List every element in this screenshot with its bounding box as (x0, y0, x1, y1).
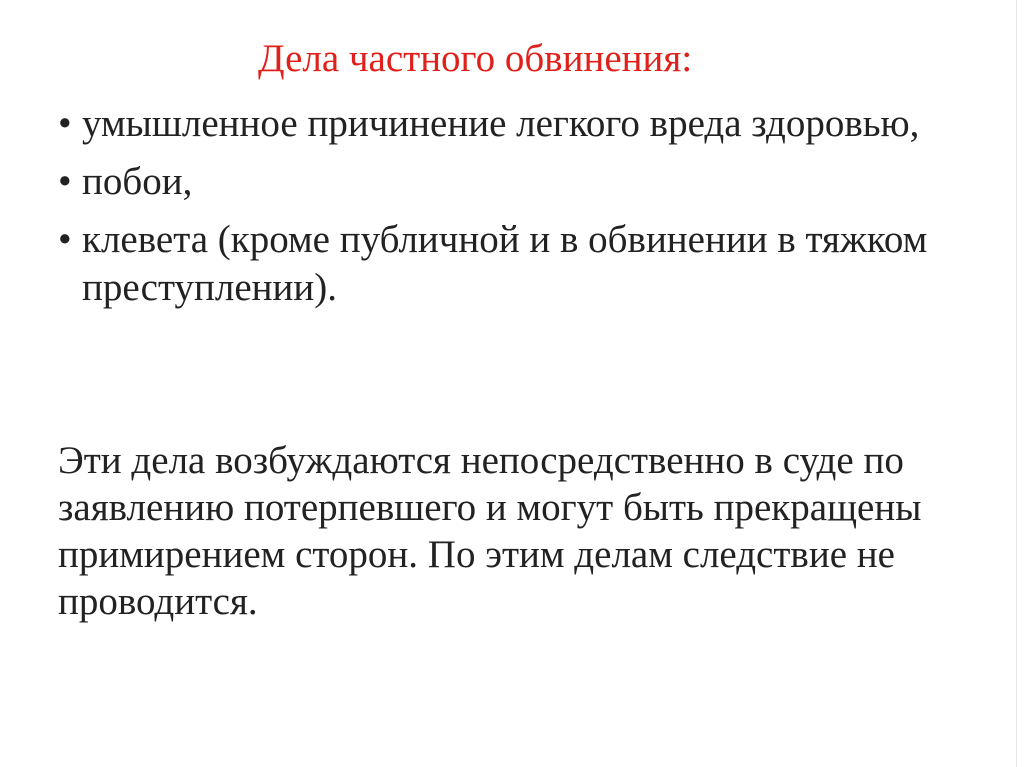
list-item (58, 100, 958, 148)
slide-edge-divider (1016, 0, 1017, 767)
bullet-text: умышленное причинение легкого вреда здоровью, (82, 102, 920, 145)
bullet-list (58, 100, 958, 322)
list-item (58, 158, 958, 206)
slide-title: Дела частного обвинения: (258, 37, 693, 80)
bullet-icon: • (58, 218, 72, 261)
bullet-icon: • (58, 160, 72, 203)
bullet-icon: • (58, 102, 72, 145)
bullet-text: побои, (82, 160, 193, 203)
bullet-text: клевета (кроме публичной и в обвинении в тяжком преступлении). (82, 218, 928, 309)
list-item (58, 216, 958, 312)
body-paragraph: Эти дела возбуждаются непосредственно в суде по заявлению потерпевшего и могут быть прекращены примирением сторон. По этим делам следствие не проводится. (58, 439, 922, 623)
